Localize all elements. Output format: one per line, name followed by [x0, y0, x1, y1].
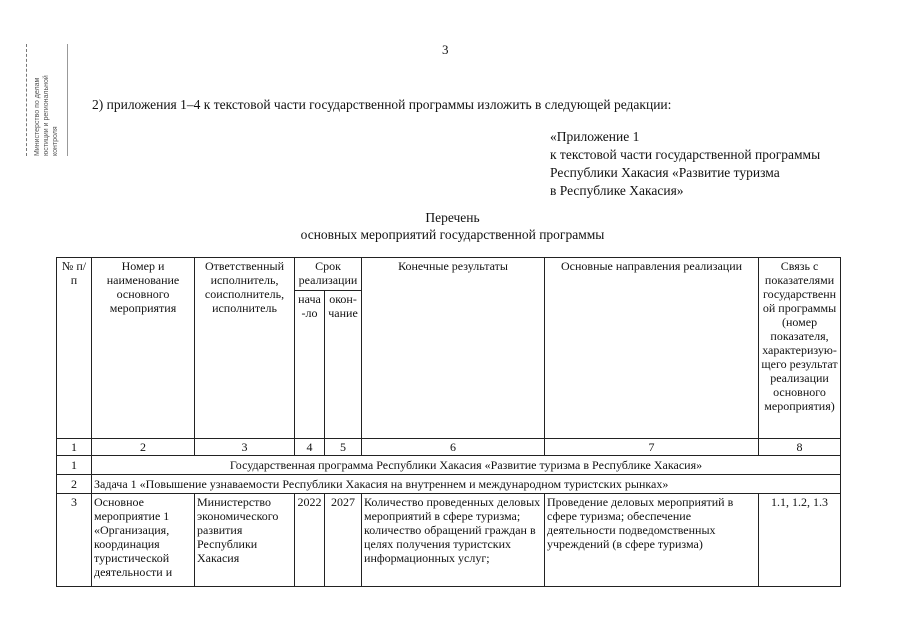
column-number: 1	[57, 439, 92, 456]
activity-start-cell: 2022	[295, 494, 325, 587]
intro-paragraph: 2) приложения 1–4 к текстовой части государственной программы изложить в следующей редакции:	[92, 97, 672, 112]
activity-directions-cell: Проведение деловых мероприятий в сфере туризма; обеспечение деятельности подведомственных учреждений (в сфере туризма)	[545, 494, 759, 587]
column-number: 4	[295, 439, 325, 456]
column-number: 2	[92, 439, 195, 456]
header-term-end: окон- чание	[325, 291, 362, 439]
row-number: 1	[57, 456, 92, 475]
header-directions: Основные направления реализации	[545, 258, 759, 439]
column-number: 6	[362, 439, 545, 456]
header-num: № п/п	[57, 258, 92, 439]
column-number: 3	[195, 439, 295, 456]
header-activity-name: Номер и наименование основного мероприятия	[92, 258, 195, 439]
activity-name-cell: Основное мероприятие 1 «Организация, координация туристической деятельности и	[92, 494, 195, 587]
header-responsible: Ответственный исполнитель, соисполнитель, исполнитель	[195, 258, 295, 439]
activity-responsible-cell: Министерство экономического развития Республики Хакасия	[195, 494, 295, 587]
registration-stamp	[26, 44, 68, 156]
table-header-row	[57, 258, 841, 291]
list-title: Перечень	[425, 210, 480, 225]
column-number: 8	[759, 439, 841, 456]
activity-indicator-link-cell: 1.1, 1.2, 1.3	[759, 494, 841, 587]
appendix-note-line: Республики Хакасия «Развитие туризма	[550, 165, 780, 180]
appendix-note	[550, 128, 820, 200]
page-number: 3	[442, 42, 449, 57]
activities-table	[56, 257, 841, 587]
task-title-cell: Задача 1 «Повышение узнаваемости Республики Хакасия на внутреннем и международном туристских рынках»	[92, 475, 841, 494]
activity-results-cell: Количество проведенных деловых мероприятий в сфере туризма; количество обращений граждан в целях получения туристских информационных услуг;	[362, 494, 545, 587]
header-term: Срок реализации	[295, 258, 362, 291]
activity-row	[57, 494, 841, 587]
appendix-note-line: к текстовой части государственной программы	[550, 147, 821, 162]
stamp-text: Министерство по делам юстиции и региональной контроля	[34, 75, 59, 156]
column-number-row	[57, 439, 841, 456]
header-results: Конечные результаты	[362, 258, 545, 439]
header-indicator-link: Связь с показателями государственн ой программы (номер показателя, характеризую- щего результат реализации основного мероприятия)	[759, 258, 841, 439]
column-number: 7	[545, 439, 759, 456]
program-row	[57, 456, 841, 475]
task-row	[57, 475, 841, 494]
list-subtitle: основных мероприятий государственной программы	[300, 227, 605, 242]
row-number: 3	[57, 494, 92, 587]
header-term-start: нача -ло	[295, 291, 325, 439]
appendix-note-line: «Приложение 1	[550, 129, 640, 144]
program-title-cell: Государственная программа Республики Хакасия «Развитие туризма в Республике Хакасия»	[92, 456, 841, 475]
column-number: 5	[325, 439, 362, 456]
activity-end-cell: 2027	[325, 494, 362, 587]
appendix-note-line: в Республике Хакасия»	[550, 183, 684, 198]
row-number: 2	[57, 475, 92, 494]
